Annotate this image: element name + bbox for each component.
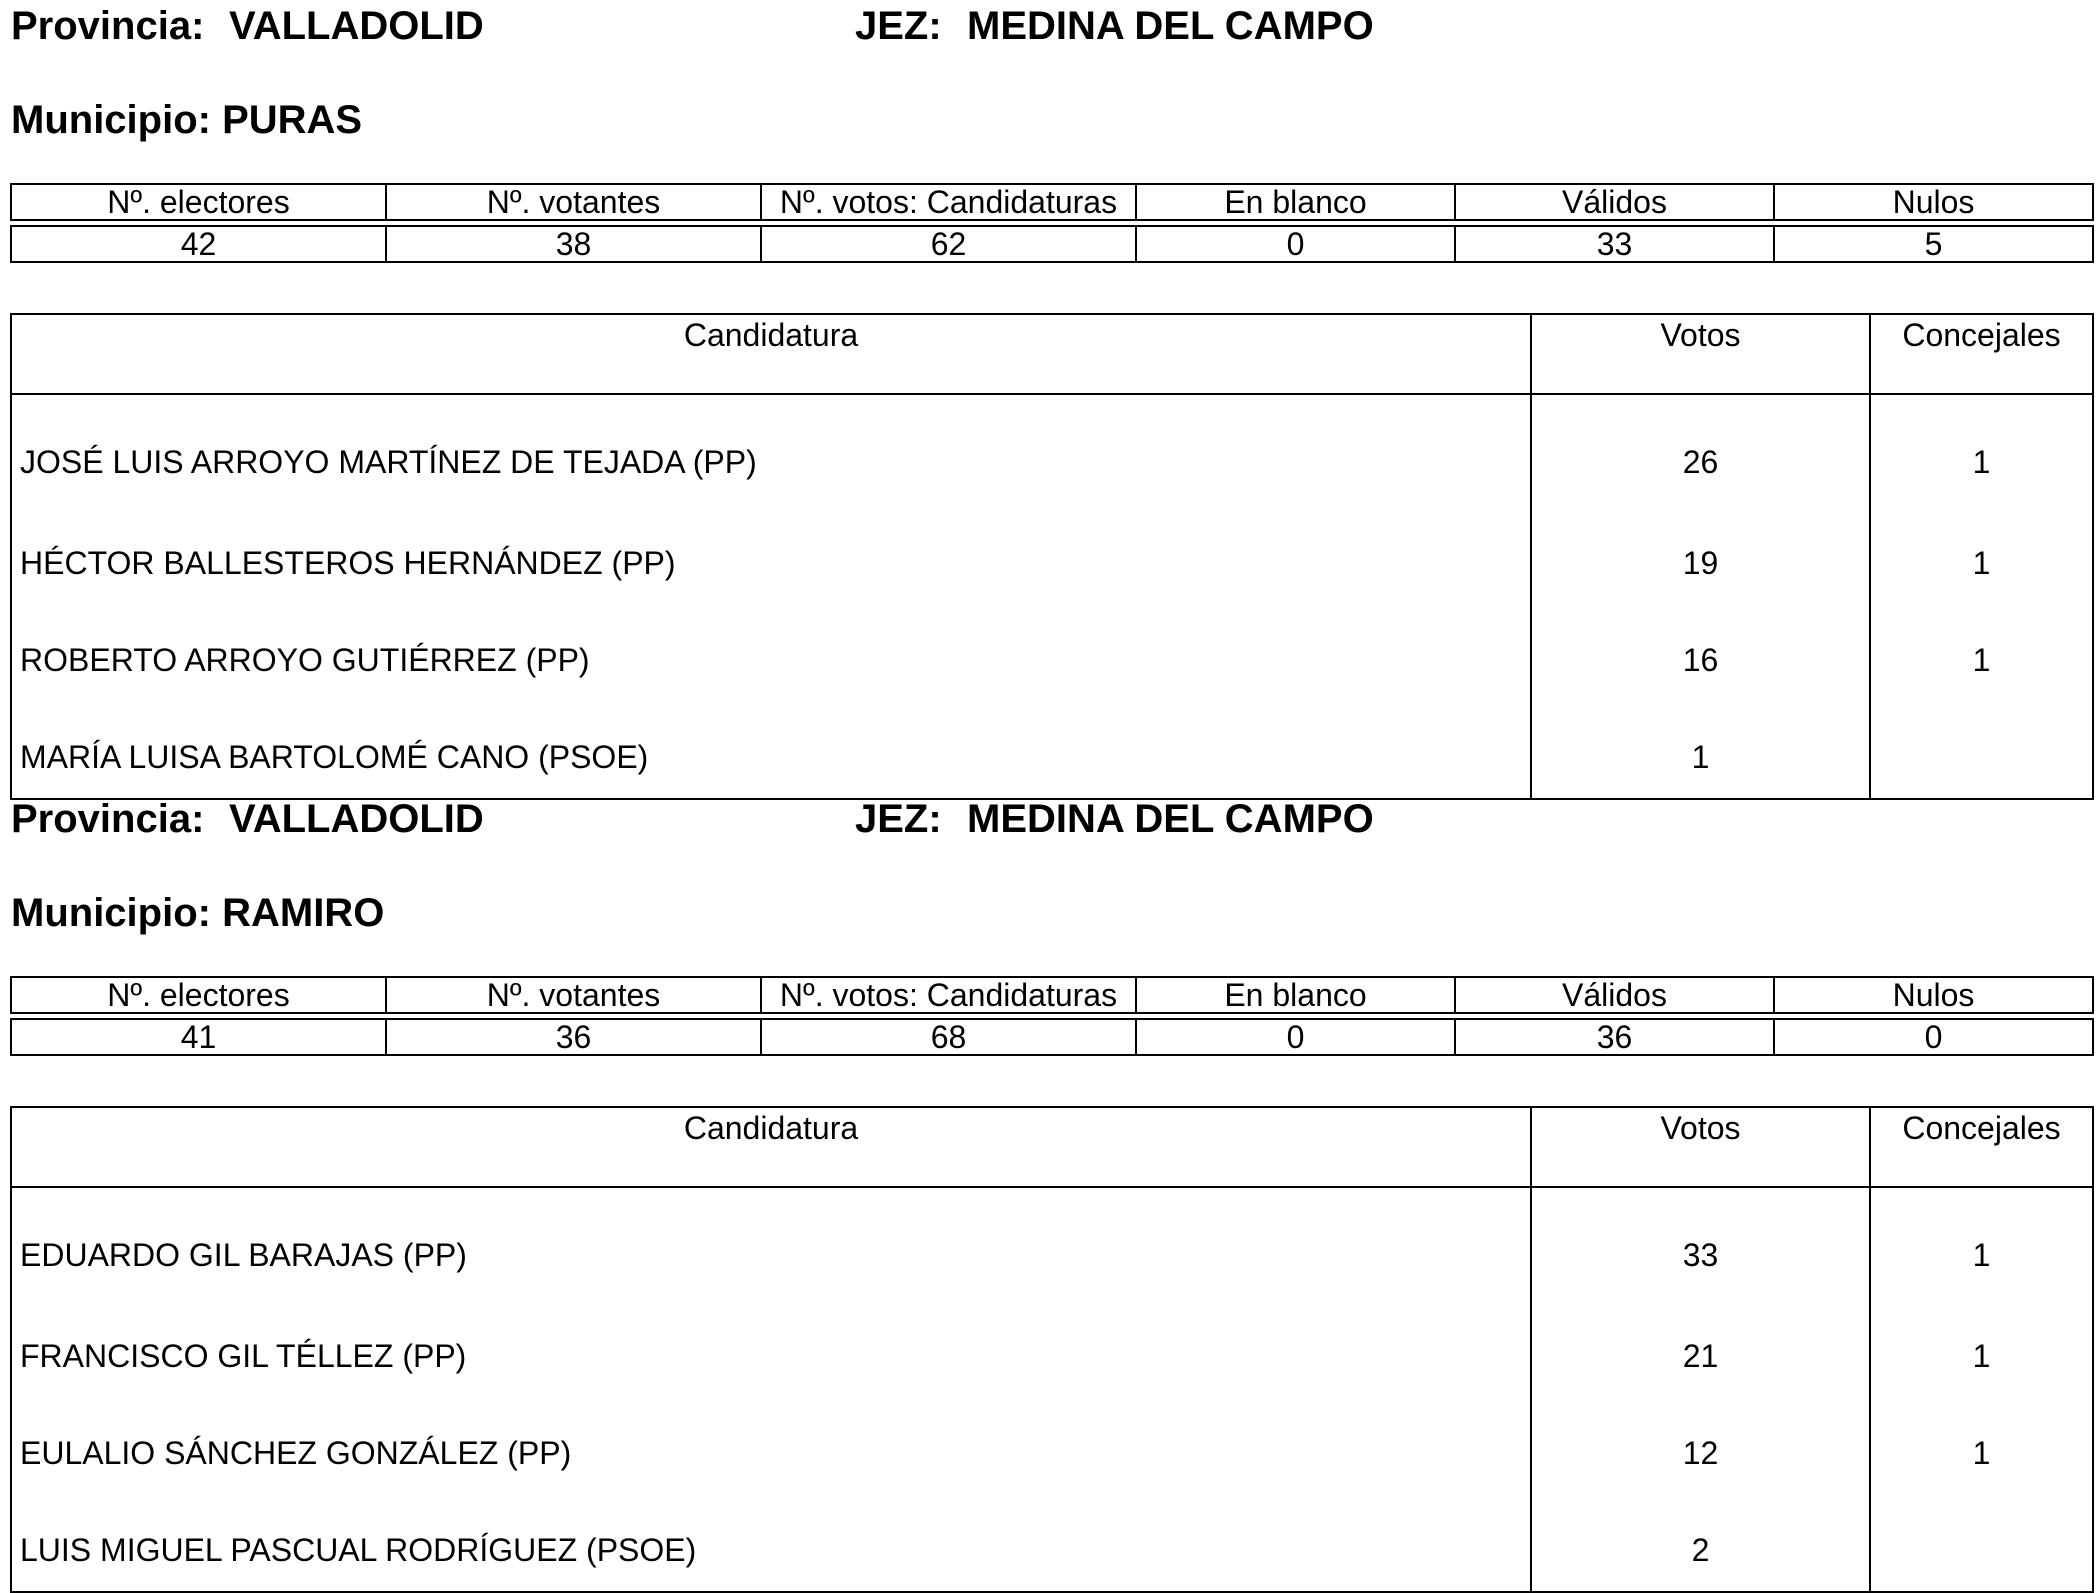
stats-value-cell: 38: [386, 226, 761, 262]
stats-value-cell: 0: [1136, 226, 1455, 262]
municipio-label: Municipio:: [11, 98, 211, 142]
candidates-table: [10, 1106, 2094, 1593]
stats-value-cell: 62: [761, 226, 1136, 262]
stats-value-cell: 0: [1774, 1019, 2093, 1055]
municipality-section: [0, 793, 2099, 1583]
candidate-votos: 12: [1531, 1397, 1870, 1494]
stats-value-cell: 68: [761, 1019, 1136, 1055]
table-row: [11, 1397, 2093, 1494]
candidate-concejales: 1: [1870, 604, 2093, 701]
candidate-name: FRANCISCO GIL TÉLLEZ (PP): [20, 1337, 467, 1374]
jez-label: JEZ:: [855, 4, 942, 48]
candidate-name: MARÍA LUISA BARTOLOMÉ CANO (PSOE): [20, 738, 649, 775]
stats-header-cell: Nulos: [1774, 977, 2093, 1013]
candidate-name: EULALIO SÁNCHEZ GONZÁLEZ (PP): [20, 1434, 572, 1471]
stats-value-cell: 5: [1774, 226, 2093, 262]
stats-table: [10, 183, 2094, 263]
municipio-heading: [11, 889, 384, 937]
candidate-concejales: 1: [1870, 1300, 2093, 1397]
stats-value-cell: 42: [11, 226, 386, 262]
table-row: [11, 604, 2093, 701]
candidate-name: HÉCTOR BALLESTEROS HERNÁNDEZ (PP): [20, 544, 676, 581]
candidates-header-row: [11, 1107, 2093, 1187]
candidate-votos: 26: [1531, 394, 1870, 507]
candidate-name: ROBERTO ARROYO GUTIÉRREZ (PP): [20, 641, 590, 678]
votos-header: Votos: [1531, 314, 1870, 394]
municipio-heading: [11, 96, 362, 144]
candidate-votos: 16: [1531, 604, 1870, 701]
provincia-value: VALLADOLID: [229, 4, 484, 48]
candidate-votos: 19: [1531, 507, 1870, 604]
stats-table: [10, 976, 2094, 1056]
votos-header: Votos: [1531, 1107, 1870, 1187]
municipio-value: RAMIRO: [222, 891, 385, 935]
candidate-votos: 21: [1531, 1300, 1870, 1397]
jez-label: JEZ:: [855, 797, 942, 841]
candidate-name: EDUARDO GIL BARAJAS (PP): [20, 1237, 467, 1273]
candidate-votos: 33: [1531, 1187, 1870, 1300]
table-row: [11, 1187, 2093, 1300]
stats-header-cell: Nº. votantes: [386, 184, 761, 220]
stats-header-cell: Válidos: [1455, 977, 1774, 1013]
stats-value-cell: 33: [1455, 226, 1774, 262]
stats-value-cell: 36: [1455, 1019, 1774, 1055]
provincia-value: VALLADOLID: [229, 797, 484, 841]
provincia-label: Provincia:: [11, 797, 205, 841]
candidatura-header: Candidatura: [11, 1107, 1531, 1187]
stats-value-cell: 0: [1136, 1019, 1455, 1055]
stats-header-cell: Nulos: [1774, 184, 2093, 220]
candidate-concejales: [1870, 1494, 2093, 1592]
stats-header-cell: Nº. votantes: [386, 977, 761, 1013]
stats-header-cell: Nº. electores: [11, 184, 386, 220]
municipio-value: PURAS: [222, 98, 363, 142]
candidate-name: JOSÉ LUIS ARROYO MARTÍNEZ DE TEJADA (PP): [20, 444, 757, 480]
stats-header-row: [11, 977, 2093, 1013]
candidate-concejales: 1: [1870, 394, 2093, 507]
candidate-name: LUIS MIGUEL PASCUAL RODRÍGUEZ (PSOE): [20, 1531, 697, 1568]
table-row: [11, 1300, 2093, 1397]
stats-header-cell: Nº. electores: [11, 977, 386, 1013]
candidate-concejales: 1: [1870, 1397, 2093, 1494]
candidate-votos: 1: [1531, 701, 1870, 799]
candidates-table: [10, 313, 2094, 800]
jez-value: MEDINA DEL CAMPO: [967, 797, 1374, 841]
municipio-label: Municipio:: [11, 891, 211, 935]
candidatura-header: Candidatura: [11, 314, 1531, 394]
candidate-concejales: [1870, 701, 2093, 799]
municipality-section: [0, 0, 2099, 790]
stats-value-cell: 36: [386, 1019, 761, 1055]
stats-header-cell: Nº. votos: Candidaturas: [761, 977, 1136, 1013]
stats-header-cell: En blanco: [1136, 977, 1455, 1013]
stats-header-cell: Válidos: [1455, 184, 1774, 220]
table-row: [11, 394, 2093, 507]
table-row: [11, 507, 2093, 604]
candidate-concejales: 1: [1870, 507, 2093, 604]
provincia-label: Provincia:: [11, 4, 205, 48]
stats-header-cell: Nº. votos: Candidaturas: [761, 184, 1136, 220]
candidate-votos: 2: [1531, 1494, 1870, 1592]
concejales-header: Concejales: [1870, 1107, 2093, 1187]
stats-value-cell: 41: [11, 1019, 386, 1055]
candidate-concejales: 1: [1870, 1187, 2093, 1300]
stats-header-row: [11, 184, 2093, 220]
stats-header-cell: En blanco: [1136, 184, 1455, 220]
jez-value: MEDINA DEL CAMPO: [967, 4, 1374, 48]
candidates-header-row: [11, 314, 2093, 394]
stats-value-row: [11, 1019, 2093, 1055]
stats-value-row: [11, 226, 2093, 262]
table-row: [11, 1494, 2093, 1592]
concejales-header: Concejales: [1870, 314, 2093, 394]
table-row: [11, 701, 2093, 799]
